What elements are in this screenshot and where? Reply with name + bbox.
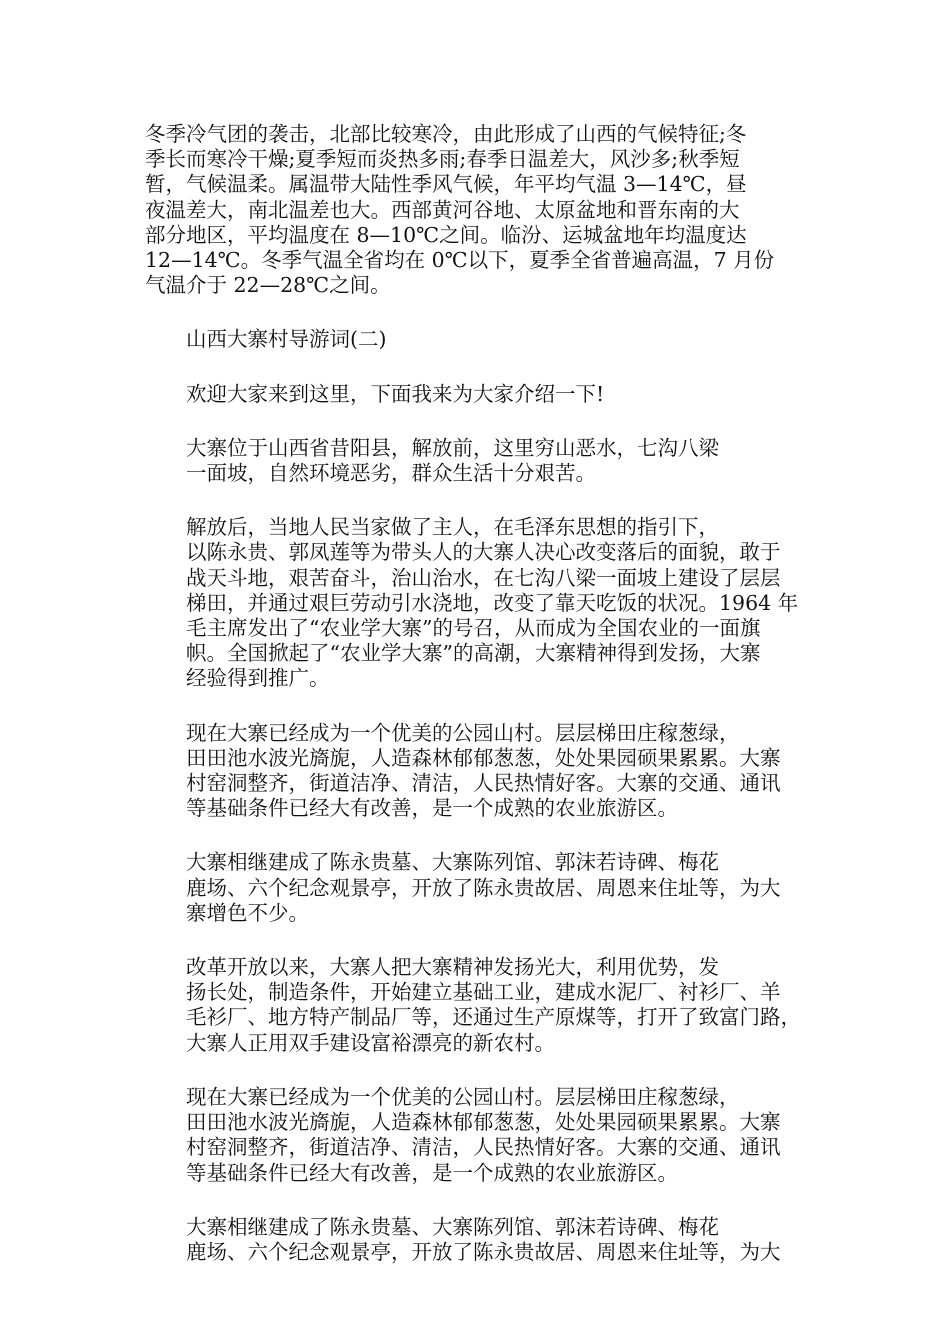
text-line: 鹿场、六个纪念观景亭，开放了陈永贵故居、周恩来住址等，为大 [186, 1239, 781, 1264]
paragraph-welcome [145, 382, 830, 407]
text-line: 冬季冷气团的袭击，北部比较寒冷，由此形成了山西的气候特征;冬 [145, 122, 747, 146]
section-title-text: 山西大寨村导游词(二) [186, 327, 387, 352]
text-line: 经验得到推广。 [186, 666, 330, 691]
section-title [145, 327, 830, 352]
paragraph-memorials-repeat [145, 1215, 830, 1265]
paragraph-location [145, 436, 830, 486]
text-line: 以陈永贵、郭凤莲等为带头人的大寨人决心改变落后的面貌，敢于 [186, 540, 781, 565]
text-line: 田田池水波光旖旎，人造森林郁郁葱葱，处处果园硕果累累。大寨 [186, 1110, 781, 1135]
text-line: 毛衫厂、地方特产制品厂等，还通过生产原煤等，打开了致富门路， [186, 1005, 801, 1030]
text-line: 帜。全国掀起了“农业学大寨”的高潮，大寨精神得到发扬，大寨 [186, 641, 761, 666]
text-line: 梯田，并通过艰巨劳动引水浇地，改变了靠天吃饭的状况。1964 年 [186, 590, 799, 615]
paragraph-memorials [145, 850, 830, 926]
text-line: 解放后，当地人民当家做了主人，在毛泽东思想的指引下， [186, 515, 719, 540]
text-line: 大寨相继建成了陈永贵墓、大寨陈列馆、郭沫若诗碑、梅花 [186, 850, 719, 875]
text-line: 田田池水波光旖旎，人造森林郁郁葱葱，处处果园硕果累累。大寨 [186, 745, 781, 770]
text-line: 夜温差大，南北温差也大。西部黄河谷地、太原盆地和晋东南的大 [145, 197, 740, 222]
text-line: 12—14℃。冬季气温全省均在 0℃以下，夏季全省普遍高温，7 月份 [145, 248, 775, 273]
paragraph-park-village-repeat [145, 1085, 830, 1186]
text-line: 欢迎大家来到这里，下面我来为大家介绍一下! [186, 381, 605, 406]
text-line: 毛主席发出了“农业学大寨”的号召，从而成为全国农业的一面旗 [186, 616, 761, 641]
text-line: 气温介于 22—28℃之间。 [145, 273, 391, 298]
paragraph-reform [145, 955, 830, 1056]
text-line: 村窑洞整齐，街道洁净、清洁，人民热情好客。大寨的交通、通讯 [186, 1135, 781, 1160]
text-line: 鹿场、六个纪念观景亭，开放了陈永贵故居、周恩来住址等，为大 [186, 875, 781, 900]
text-line: 寨增色不少。 [186, 900, 309, 925]
text-line: 大寨人正用双手建设富裕漂亮的新农村。 [186, 1030, 555, 1055]
text-line: 扬长处，制造条件，开始建立基础工业，建成水泥厂、衬衫厂、羊 [186, 980, 781, 1005]
text-line: 部分地区，平均温度在 8—10℃之间。临汾、运城盆地年均温度达 [145, 222, 747, 247]
document-page [145, 122, 830, 1294]
text-line: 等基础条件已经大有改善，是一个成熟的农业旅游区。 [186, 796, 678, 821]
text-line: 大寨位于山西省昔阳县，解放前，这里穷山恶水，七沟八梁 [186, 435, 719, 460]
text-line: 现在大寨已经成为一个优美的公园山村。层层梯田庄稼葱绿， [186, 720, 740, 745]
text-line: 村窑洞整齐，街道洁净、清洁，人民热情好客。大寨的交通、通讯 [186, 771, 781, 796]
paragraph-climate-continuation [145, 122, 830, 298]
text-line: 一面坡，自然环境恶劣，群众生活十分艰苦。 [186, 461, 596, 486]
text-line: 暂，气候温柔。属温带大陆性季风气候，年平均气温 3—14℃，昼 [145, 172, 747, 197]
text-line: 战天斗地，艰苦奋斗，治山治水，在七沟八梁一面坡上建设了层层 [186, 565, 781, 590]
text-line: 季长而寒冷干燥;夏季短而炎热多雨;春季日温差大，风沙多;秋季短 [145, 147, 740, 172]
text-line: 等基础条件已经大有改善，是一个成熟的农业旅游区。 [186, 1160, 678, 1185]
text-line: 改革开放以来，大寨人把大寨精神发扬光大，利用优势，发 [186, 955, 719, 980]
text-line: 现在大寨已经成为一个优美的公园山村。层层梯田庄稼葱绿， [186, 1084, 740, 1109]
text-line: 大寨相继建成了陈永贵墓、大寨陈列馆、郭沫若诗碑、梅花 [186, 1214, 719, 1239]
paragraph-park-village [145, 721, 830, 822]
paragraph-liberation [145, 515, 830, 691]
